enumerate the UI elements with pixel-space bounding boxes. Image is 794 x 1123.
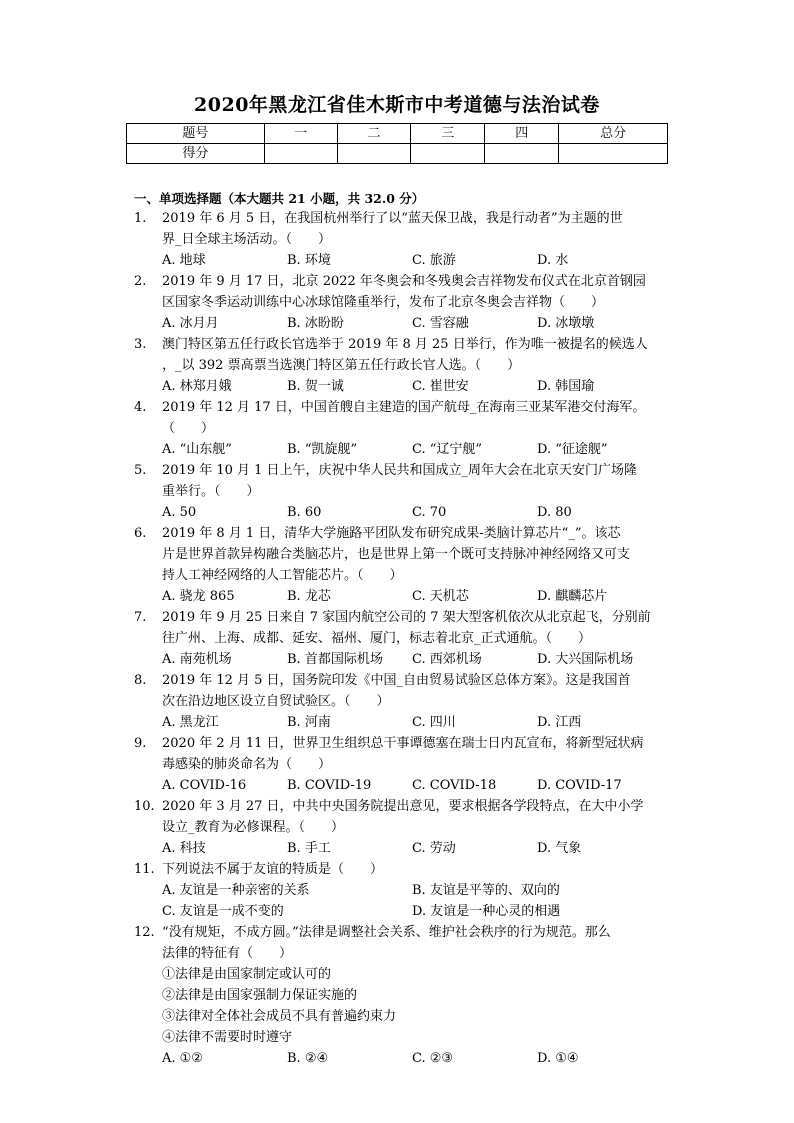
- score-header-cell: 一: [264, 124, 337, 144]
- option-row: [134, 712, 674, 733]
- option-row: [134, 1048, 674, 1069]
- question-text-line: [134, 607, 674, 628]
- question-text: 2019 年 10 月 1 日上午，庆祝中华人民共和国成立_周年大会在北京天安门广场隆: [162, 463, 638, 478]
- score-cell[interactable]: [485, 144, 559, 164]
- question-number: 3.: [134, 337, 147, 352]
- question-item: [134, 859, 674, 922]
- question-item: [134, 523, 674, 607]
- answer-option[interactable]: C. 友谊是一成不变的: [162, 904, 284, 919]
- answer-option[interactable]: D. 冰墩墩: [537, 316, 595, 331]
- question-text-line: [134, 964, 674, 985]
- answer-option[interactable]: D. 江西: [537, 715, 582, 730]
- question-text: ③法律对全体社会成员不具有普遍约束力: [162, 1009, 397, 1024]
- question-text: ①法律是由国家制定或认可的: [162, 967, 332, 982]
- question-text: 2019 年 6 月 5 日，在我国杭州举行了以“蓝天保卫战，我是行动者”为主题的世: [162, 211, 623, 226]
- score-header-cell: 三: [411, 124, 485, 144]
- question-text-line: [134, 481, 674, 502]
- question-item: [134, 733, 674, 796]
- answer-option[interactable]: C. ②③: [412, 1051, 454, 1066]
- question-item: [134, 607, 674, 670]
- question-text-line: [134, 691, 674, 712]
- answer-option[interactable]: C. 雪容融: [412, 316, 469, 331]
- question-text: 下列说法不属于友谊的特质是（ ）: [162, 862, 384, 877]
- page-title: 2020年黑龙江省佳木斯市中考道德与法治试卷: [194, 94, 600, 116]
- answer-option[interactable]: A. 地球: [162, 253, 206, 268]
- question-number: 4.: [134, 400, 147, 415]
- answer-option[interactable]: C. 崔世安: [412, 379, 469, 394]
- question-text: 2019 年 12 月 17 日，中国首艘自主建造的国产航母_在海南三亚某军港交付海军。: [162, 400, 646, 415]
- question-text-line: [134, 292, 674, 313]
- question-text-line: [134, 859, 674, 880]
- question-number: 12.: [134, 925, 155, 940]
- question-text-line: [134, 733, 674, 754]
- question-text: 2019 年 8 月 1 日，清华大学施路平团队发布研究成果-类脑计算芯片“_”。该芯: [162, 526, 621, 541]
- score-cell[interactable]: [264, 144, 337, 164]
- option-row: [134, 775, 674, 796]
- question-text-line: [134, 355, 674, 376]
- question-text-line: [134, 943, 674, 964]
- answer-option[interactable]: D. COVID-17: [537, 778, 622, 793]
- question-number: 1.: [134, 211, 147, 226]
- answer-option[interactable]: B. “凯旋舰”: [287, 442, 358, 457]
- answer-option[interactable]: D. 气象: [537, 841, 582, 856]
- answer-option[interactable]: D. ①④: [537, 1051, 579, 1066]
- option-row: [134, 313, 674, 334]
- question-text-line: [134, 985, 674, 1006]
- score-row-label: 得分: [127, 144, 265, 164]
- answer-option[interactable]: D. 韩国瑜: [537, 379, 595, 394]
- section-heading: 一、单项选择题（本大题共 21 小题，共 32.0 分）: [134, 191, 425, 206]
- answer-option[interactable]: A. 林郑月娥: [162, 379, 232, 394]
- answer-option[interactable]: A. 50: [162, 505, 197, 520]
- question-text-line: [134, 523, 674, 544]
- question-text: 区国家冬季运动训练中心冰球馆隆重举行，发布了北京冬奥会吉祥物（ ）: [162, 295, 605, 310]
- question-text: 重举行。（ ）: [162, 484, 260, 499]
- question-item: [134, 460, 674, 523]
- question-item: [134, 922, 674, 1069]
- answer-option[interactable]: D. 大兴国际机场: [537, 652, 634, 667]
- question-text-line: [134, 271, 674, 292]
- answer-option[interactable]: D. “征途舰”: [537, 442, 608, 457]
- question-text-line: [134, 334, 674, 355]
- score-table: [126, 123, 668, 164]
- question-number: 6.: [134, 526, 147, 541]
- score-header-cell: 总分: [559, 124, 668, 144]
- answer-option[interactable]: C. 四川: [412, 715, 456, 730]
- score-header-cell: 二: [337, 124, 411, 144]
- answer-option[interactable]: B. 环境: [287, 253, 331, 268]
- answer-option[interactable]: A. 友谊是一种亲密的关系: [162, 883, 310, 898]
- question-text: 界_日全球主场活动。（ ）: [162, 232, 332, 247]
- question-number: 2.: [134, 274, 147, 289]
- answer-option[interactable]: B. 贺一诚: [287, 379, 344, 394]
- score-table-header-row: [127, 124, 668, 144]
- question-item: [134, 796, 674, 859]
- question-text: 2019 年 9 月 25 日来自 7 家国内航空公司的 7 架大型客机依次从北京起飞，分别前: [162, 610, 651, 625]
- question-text: 2019 年 9 月 17 日，北京 2022 年冬奥会和冬残奥会吉祥物发布仪式在北京首钢园: [162, 274, 646, 289]
- question-text: （ ）: [162, 421, 215, 436]
- answer-option[interactable]: D. 麒麟芯片: [537, 589, 608, 604]
- question-text: “没有规矩，不成方圆。”法律是调整社会关系、维护社会秩序的行为规范。那么: [162, 925, 611, 940]
- answer-option[interactable]: C. COVID-18: [412, 778, 497, 793]
- question-text-line: [134, 922, 674, 943]
- answer-option[interactable]: A. “山东舰”: [162, 442, 232, 457]
- answer-option[interactable]: B. 龙芯: [287, 589, 331, 604]
- answer-option[interactable]: B. ②④: [287, 1051, 329, 1066]
- question-text-line: [134, 460, 674, 481]
- answer-option[interactable]: C. “辽宁舰”: [412, 442, 483, 457]
- answer-option[interactable]: C. 西郊机场: [412, 652, 482, 667]
- score-table-score-row: [127, 144, 668, 164]
- score-header-cell: 题号: [127, 124, 265, 144]
- answer-option[interactable]: B. COVID-19: [287, 778, 372, 793]
- answer-option[interactable]: C. 旅游: [412, 253, 456, 268]
- answer-option[interactable]: A. 骁龙 865: [162, 589, 235, 604]
- question-number: 10.: [134, 799, 155, 814]
- question-text-line: [134, 229, 674, 250]
- question-text-line: [134, 397, 674, 418]
- answer-option[interactable]: C. 天机芯: [412, 589, 469, 604]
- answer-option[interactable]: B. 友谊是平等的、双向的: [412, 883, 560, 898]
- question-number: 7.: [134, 610, 147, 625]
- answer-option[interactable]: A. 南苑机场: [162, 652, 232, 667]
- question-text: 持人工神经网络的人工智能芯片。（ ）: [162, 568, 403, 583]
- question-text: 澳门特区第五任行政长官选举于 2019 年 8 月 25 日举行，作为唯一被提名的候选人: [162, 337, 648, 352]
- score-cell[interactable]: [411, 144, 485, 164]
- question-list: [134, 208, 674, 1069]
- question-text-line: [134, 754, 674, 775]
- answer-option[interactable]: D. 水: [537, 253, 569, 268]
- question-item: [134, 670, 674, 733]
- answer-option[interactable]: A. COVID-16: [162, 778, 247, 793]
- option-row: [134, 250, 674, 271]
- question-text: 2020 年 2 月 11 日，世界卫生组织总干事谭德塞在瑞士日内瓦宣布，将新型冠状病: [162, 736, 644, 751]
- answer-option[interactable]: C. 70: [412, 505, 447, 520]
- option-row: [134, 649, 674, 670]
- question-text: 法律的特征有（ ）: [162, 946, 293, 961]
- answer-option[interactable]: A. ①②: [162, 1051, 203, 1066]
- option-row: [134, 502, 674, 523]
- score-header-cell: 四: [485, 124, 559, 144]
- question-text-line: [134, 418, 674, 439]
- question-item: [134, 208, 674, 271]
- question-text-line: [134, 817, 674, 838]
- question-item: [134, 397, 674, 460]
- answer-option[interactable]: B. 手工: [287, 841, 331, 856]
- answer-option[interactable]: B. 首都国际机场: [287, 652, 383, 667]
- question-text-line: [134, 544, 674, 565]
- question-text: ②法律是由国家强制力保证实施的: [162, 988, 358, 1003]
- question-text: ④法律不需要时时遵守: [162, 1030, 293, 1045]
- question-text: 设立_教育为必修课程。（ ）: [162, 820, 345, 835]
- question-item: [134, 334, 674, 397]
- question-text-line: [134, 208, 674, 229]
- question-item: [134, 271, 674, 334]
- answer-option[interactable]: A. 冰月月: [162, 316, 219, 331]
- question-text-line: [134, 565, 674, 586]
- question-number: 9.: [134, 736, 147, 751]
- question-text-line: [134, 1006, 674, 1027]
- answer-option[interactable]: B. 60: [287, 505, 322, 520]
- option-row: [134, 376, 674, 397]
- question-text: 片是世界首款异构融合类脑芯片，也是世界上第一个既可支持脉冲神经网络又可支: [162, 547, 631, 562]
- answer-option[interactable]: A. 科技: [162, 841, 206, 856]
- answer-option[interactable]: B. 冰盼盼: [287, 316, 344, 331]
- question-text: ，_以 392 票高票当选澳门特区第五任行政长官人选。（ ）: [162, 358, 521, 373]
- question-number: 8.: [134, 673, 147, 688]
- option-row: [134, 901, 674, 922]
- answer-option[interactable]: D. 友谊是一种心灵的相遇: [412, 904, 561, 919]
- option-row: [134, 838, 674, 859]
- question-text-line: [134, 628, 674, 649]
- question-text: 2019 年 12 月 5 日，国务院印发《中国_自由贸易试验区总体方案》。这是我国首: [162, 673, 631, 688]
- option-row: [134, 586, 674, 607]
- score-cell[interactable]: [559, 144, 668, 164]
- question-number: 11.: [134, 862, 155, 877]
- answer-option[interactable]: C. 劳动: [412, 841, 456, 856]
- question-text-line: [134, 796, 674, 817]
- question-text: 2020 年 3 月 27 日，中共中央国务院提出意见，要求根据各学段特点，在大中小学: [162, 799, 644, 814]
- question-text: 往广州、上海、成都、延安、福州、厦门，标志着北京_正式通航。（ ）: [162, 631, 592, 646]
- question-number: 5.: [134, 463, 147, 478]
- question-text: 毒感染的肺炎命名为（ ）: [162, 757, 332, 772]
- score-cell[interactable]: [337, 144, 411, 164]
- answer-option[interactable]: A. 黑龙江: [162, 715, 219, 730]
- answer-option[interactable]: B. 河南: [287, 715, 331, 730]
- question-text: 次在沿边地区设立自贸试验区。（ ）: [162, 694, 390, 709]
- option-row: [134, 880, 674, 901]
- question-text-line: [134, 1027, 674, 1048]
- question-text-line: [134, 670, 674, 691]
- answer-option[interactable]: D. 80: [537, 505, 572, 520]
- option-row: [134, 439, 674, 460]
